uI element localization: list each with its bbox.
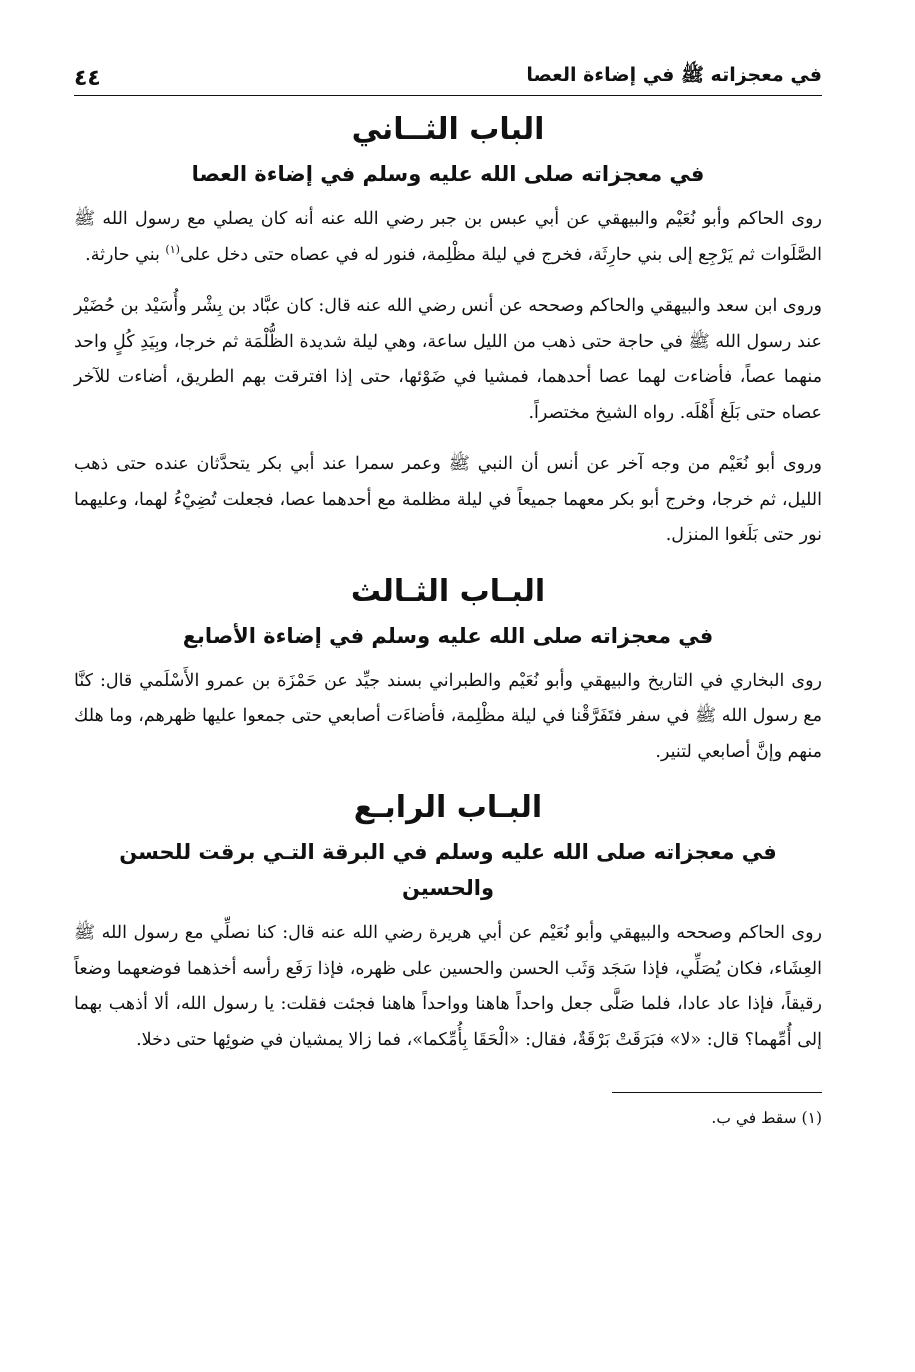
footnote-divider	[612, 1092, 822, 1093]
chapter-title: البـاب الرابـع	[353, 790, 543, 825]
chapter-title: البـاب الثـالث	[350, 573, 546, 609]
chapter-title: الباب الثــاني	[351, 112, 545, 147]
book-page	[74, 56, 822, 1346]
paragraph: روى الحاكم وصححه والبيهقي وأبو نُعَيْم عن أبي هريرة رضي الله عنه قال: كنا نصلِّي مع رسول الله ﷺ العِشَاء، فكان يُصَلِّي، فإذا سَجَد وَثَب الحسن والحسين على ظهره، فإذا رَفَع رأسه أخذهما فوضعهما وضعاً رقيقاً، فإذا عاد عادا، فلما صَلَّى جعل واحداً هاهنا وواحداً هاهنا فجئت فقلت: يا رسول الله، ألا أذهب بهما إلى أُمِّهما؟ قال: «لا» فبَرَقَتْ بَرْقَةٌ، فقال: «الْحَقَا بِأُمِّكما»، فما زالا يمشيان في ضوئِها حتى دخلا.	[74, 923, 822, 1050]
paragraph-text: روى الحاكم وأبو نُعَيْم والبيهقي عن أبي عبس بن جبر رضي الله عنه أنه كان يصلي مع رسول الله ﷺ الصَّلَوات ثم يَرْجِع إلى بني حارِثَة، فخرج في ليلة مظْلِمة، فنور له في عصاه حتى دخل على	[74, 209, 822, 265]
footnote: (١) سقط في ب.	[711, 1109, 822, 1127]
chapter-subtitle: في معجزاته صلى الله عليه وسلم في البرقة التـي برقت للحسن والحسين	[119, 840, 777, 900]
chapter-four	[74, 786, 822, 1058]
running-title: في معجزاته ﷺ في إضاءة العصا	[526, 64, 822, 86]
chapter-three	[74, 570, 822, 771]
chapter-two	[74, 108, 822, 554]
page-number: ٤٤	[74, 66, 101, 91]
paragraph: وروى ابن سعد والبيهقي والحاكم وصححه عن أنس رضي الله عنه قال: كان عبَّاد بن بِشْر وأُسَيْد بن حُضَيْر عند رسول الله ﷺ في حاجة حتى ذهب من الليل ساعة، وهي ليلة شديدة الظُّلْمَة ثم خرجا، وبِيَدِ كُلٍ واحد منهما عصاً، فأضاءت لهما عصا أحدهما، فمشيا في ضَوْئها، حتى إذا افترقت بهم الطريق، أضاءت للآخر عصاه حتى بَلَغ أَهْلَه. رواه الشيخ مختصراً.	[74, 296, 822, 423]
paragraph-text-after: بني حارثة.	[85, 244, 166, 265]
chapter-subtitle: في معجزاته صلى الله عليه وسلم في إضاءة الأصابع	[182, 623, 714, 648]
paragraph: روى البخاري في التاريخ والبيهقي وأبو نُعَيْم والطبراني بسند جيِّد عن حَمْزَة بن عمرو الأَسْلَمي قال: كنَّا مع رسول الله ﷺ في سفر فتَفَرَّقْنا في ليلة مظْلِمة، فأضاءَت أصابعي حتى جمعوا عليها ظهرهم، وما هلك منهم وإنَّ أصابعي لتنير.	[74, 670, 822, 762]
paragraph: وروى أبو نُعَيْم من وجه آخر عن أنس أن النبي ﷺ وعمر سمرا عند أبي بكر يتحدَّثان عنده حتى ذهب الليل، ثم خرجا، وخرج أبو بكر معهما جميعاً في ليلة مظلمة مع أحدهما عصا، فجعلت تُضِيْءُ لهما، وعليهما نور حتى بَلَغوا المنزل.	[74, 454, 822, 545]
running-header	[74, 56, 822, 96]
footnote-ref[interactable]: (١)	[165, 242, 180, 256]
chapter-subtitle: في معجزاته صلى الله عليه وسلم في إضاءة العصا	[191, 162, 705, 186]
paragraph	[74, 202, 822, 273]
